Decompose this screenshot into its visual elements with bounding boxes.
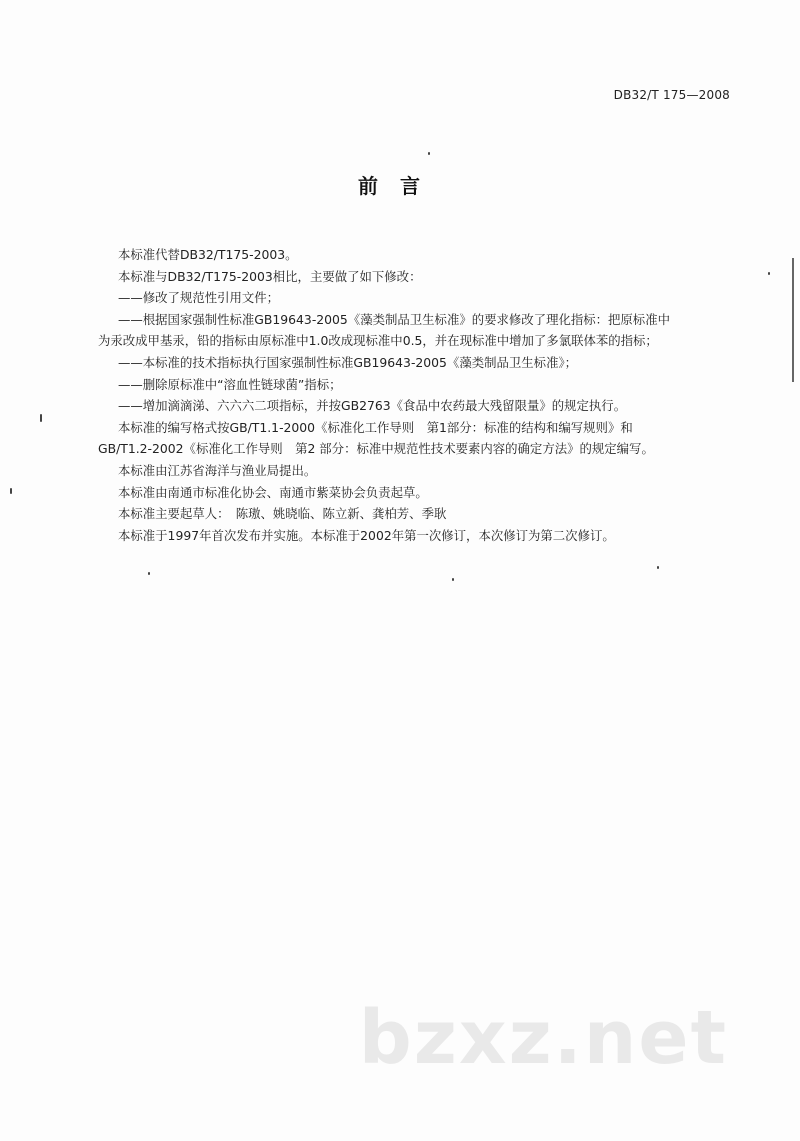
paragraph-history: 本标准于1997年首次发布并实施。本标准于2002年第一次修订，本次修订为第二次修订。 xyxy=(118,527,615,543)
foreword-body xyxy=(98,244,738,546)
change-item-physicochemical-cont: 为汞改成甲基汞，铅的指标由原标准中1.0改成现标准中0.5，并在现标准中增加了多氯联体苯的指标； xyxy=(98,333,658,349)
page-title: 前言 xyxy=(358,174,442,198)
scan-speck xyxy=(768,272,770,275)
paragraph-drafters: 本标准主要起草人： 陈璈、姚晓临、陈立新、龚柏芳、季耿 xyxy=(118,506,447,522)
paragraph-replaces: 本标准代替DB32/T175-2003。 xyxy=(118,247,298,262)
paragraph-format-cont: GB/T1.2-2002《标准化工作导则 第2 部分：标准中规范性技术要素内容的确定方法》的规定编写。 xyxy=(98,441,654,457)
change-item-add-ddt-bhc: ——增加滴滴涕、六六六二项指标，并按GB2763《食品中农药最大残留限量》的规定执行。 xyxy=(118,398,627,414)
scan-speck xyxy=(452,578,454,581)
document-code: DB32/T 175—2008 xyxy=(613,88,730,102)
change-item-technical-indicators: ——本标准的技术指标执行国家强制性标准GB19643-2005《藻类制品卫生标准》； xyxy=(118,354,578,370)
paragraph-proposed-by: 本标准由江苏省海洋与渔业局提出。 xyxy=(118,462,317,478)
paragraph-drafted-by: 本标准由南通市标准化协会、南通市紫菜协会负责起草。 xyxy=(118,484,428,500)
scan-edge-line xyxy=(792,258,794,382)
change-item-remove-streptococcus: ——删除原标准中“溶血性链球菌”指标； xyxy=(118,376,342,392)
change-item-references: ——修改了规范性引用文件； xyxy=(118,290,280,306)
watermark-text: bzxz.net xyxy=(358,995,728,1081)
scan-speck xyxy=(40,414,42,422)
scan-speck xyxy=(657,566,659,569)
paragraph-changes-intro: 本标准与DB32/T175-2003相比，主要做了如下修改： xyxy=(118,268,422,284)
scan-speck xyxy=(428,152,430,155)
scan-speck xyxy=(148,572,150,575)
change-item-physicochemical: ——根据国家强制性标准GB19643-2005《藻类制品卫生标准》的要求修改了理化指标：把原标准中 xyxy=(118,311,670,327)
paragraph-format: 本标准的编写格式按GB/T1.1-2000《标准化工作导则 第1部分：标准的结构和编写规则》和 xyxy=(118,419,633,435)
scan-speck xyxy=(10,488,12,494)
